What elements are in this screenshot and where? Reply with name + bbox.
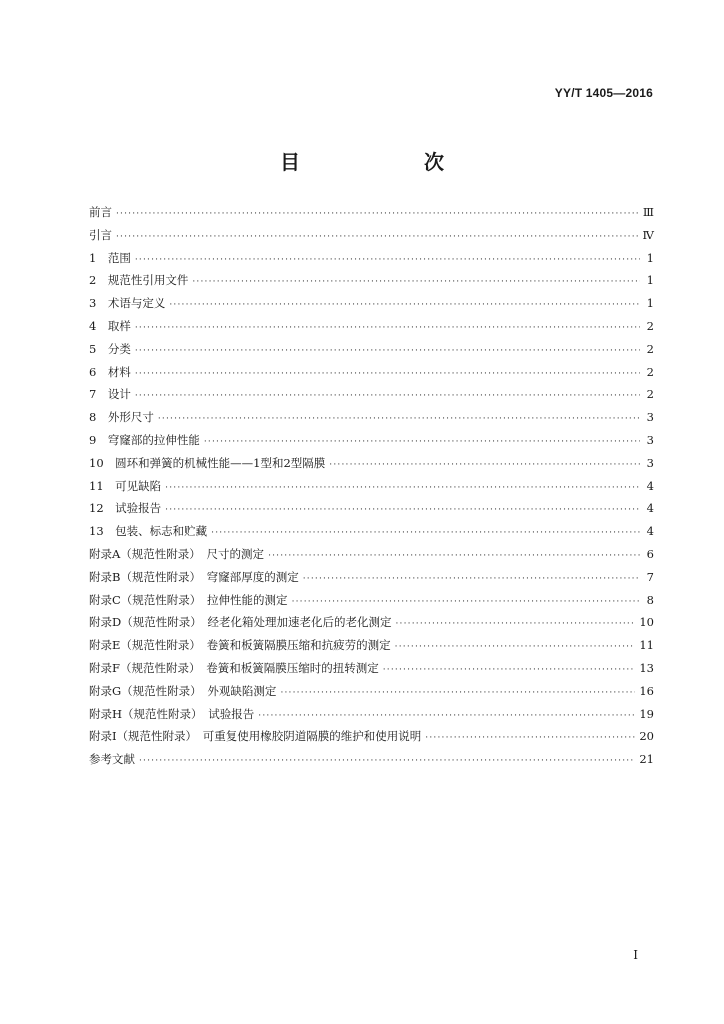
page-number: I <box>633 948 638 962</box>
toc-entry-page: 1 <box>646 250 654 265</box>
dot-leader <box>135 323 640 333</box>
dot-leader <box>268 551 640 561</box>
toc-entry[interactable] <box>89 250 654 273</box>
toc-entry-label: 8 外形尺寸 <box>89 410 154 425</box>
toc-entry[interactable] <box>89 728 654 751</box>
toc-entry-page: 3 <box>646 410 654 425</box>
toc-entry[interactable] <box>89 478 654 501</box>
toc-entry-page: 2 <box>646 387 654 402</box>
toc-entry[interactable] <box>89 683 654 706</box>
toc-entry-page: 8 <box>646 592 654 607</box>
toc-entry[interactable] <box>89 204 654 227</box>
toc-entry-label: 附录B（规范性附录） 穹窿部厚度的测定 <box>89 569 299 584</box>
toc-entry-page: 10 <box>639 615 654 630</box>
toc-entry-label: 12 试验报告 <box>89 501 162 516</box>
toc-entry-page: 3 <box>646 432 654 447</box>
dot-leader <box>292 597 640 607</box>
toc-entry-page: 21 <box>639 752 654 767</box>
toc-entry-page: 1 <box>646 273 654 288</box>
toc-entry-label: 5 分类 <box>89 341 131 356</box>
dot-leader <box>383 665 636 675</box>
toc-entry[interactable] <box>89 295 654 318</box>
page-title: 目 次 <box>280 150 472 174</box>
toc-entry-label: 附录F（规范性附录） 卷簧和板簧隔膜压缩时的扭转测定 <box>89 660 379 675</box>
dot-leader <box>165 505 640 515</box>
toc-entry-label: 附录A（规范性附录） 尺寸的测定 <box>89 546 265 561</box>
toc-entry[interactable] <box>89 432 654 455</box>
toc-entry[interactable] <box>89 569 654 592</box>
dot-leader <box>135 255 640 265</box>
toc-entry-label: 11 可见缺陷 <box>89 478 162 493</box>
toc-entry[interactable] <box>89 364 654 387</box>
toc-entry-label: 附录C（规范性附录） 拉伸性能的测定 <box>89 592 288 607</box>
toc-entry-page: 16 <box>639 683 654 698</box>
dot-leader <box>135 346 640 356</box>
toc-entry[interactable] <box>89 409 654 432</box>
dot-leader <box>280 688 635 698</box>
dot-leader <box>395 619 635 629</box>
toc-entry-page: 20 <box>639 729 654 744</box>
dot-leader <box>158 414 640 424</box>
dot-leader <box>169 300 640 310</box>
toc-entry[interactable] <box>89 272 654 295</box>
toc-entry-page: 2 <box>646 364 654 379</box>
toc-entry[interactable] <box>89 500 654 523</box>
dot-leader <box>135 369 640 379</box>
toc-entry-page: 3 <box>646 455 654 470</box>
toc-entry-page: 1 <box>646 296 654 311</box>
dot-leader <box>204 437 640 447</box>
toc-entry-label: 附录I（规范性附录） 可重复使用橡胶阴道隔膜的维护和使用说明 <box>89 729 422 744</box>
toc-entry-page: 13 <box>639 660 654 675</box>
dot-leader <box>395 642 636 652</box>
toc-entry-label: 附录D（规范性附录） 经老化箱处理加速老化后的老化测定 <box>89 615 392 630</box>
toc-entry-label: 4 取样 <box>89 318 131 333</box>
toc-entry[interactable] <box>89 614 654 637</box>
toc-entry-label: 6 材料 <box>89 364 131 379</box>
toc-entry[interactable] <box>89 706 654 729</box>
toc-entry-label: 3 术语与定义 <box>89 296 166 311</box>
toc-entry-page: 6 <box>646 546 654 561</box>
toc-entry-page: 4 <box>646 524 654 539</box>
toc-entry[interactable] <box>89 341 654 364</box>
toc-entry-page: 7 <box>646 569 654 584</box>
toc-entry[interactable] <box>89 751 654 774</box>
toc-entry-label: 参考文献 <box>89 752 135 767</box>
dot-leader <box>116 232 639 242</box>
dot-leader <box>258 711 635 721</box>
dot-leader <box>211 528 640 538</box>
toc-entry-label: 前言 <box>89 205 112 219</box>
toc-entry-page: 11 <box>639 638 654 653</box>
document-code: YY/T 1405—2016 <box>554 86 653 100</box>
dot-leader <box>116 209 639 219</box>
toc-entry-page: 19 <box>639 706 654 721</box>
toc-entry-label: 引言 <box>89 227 112 242</box>
toc-entry-label: 13 包装、标志和贮藏 <box>89 524 208 539</box>
toc-entry[interactable] <box>89 637 654 660</box>
toc-entry-label: 2 规范性引用文件 <box>89 273 189 288</box>
toc-entry-page: Ⅳ <box>642 227 654 242</box>
dot-leader <box>329 460 640 470</box>
toc-entry[interactable] <box>89 546 654 569</box>
dot-leader <box>425 733 635 743</box>
toc-entry[interactable] <box>89 227 654 250</box>
toc-entry-page: 4 <box>646 501 654 516</box>
dot-leader <box>139 756 635 766</box>
toc-entry-page: 4 <box>646 478 654 493</box>
toc-entry-page: Ⅲ <box>642 205 654 219</box>
toc-entry[interactable] <box>89 386 654 409</box>
toc-entry-label: 1 范围 <box>89 250 131 265</box>
toc-entry[interactable] <box>89 523 654 546</box>
toc-entry-page: 2 <box>646 318 654 333</box>
toc-entry-label: 附录H（规范性附录） 试验报告 <box>89 706 255 721</box>
toc-entry[interactable] <box>89 318 654 341</box>
toc-entry-label: 附录G（规范性附录） 外观缺陷测定 <box>89 683 277 698</box>
toc-entry-label: 7 设计 <box>89 387 131 402</box>
dot-leader <box>192 277 640 287</box>
dot-leader <box>303 574 640 584</box>
toc-entry[interactable] <box>89 660 654 683</box>
toc-entry[interactable] <box>89 455 654 478</box>
toc-entry-label: 9 穹窿部的拉伸性能 <box>89 432 200 447</box>
toc-entry-label: 附录E（规范性附录） 卷簧和板簧隔膜压缩和抗疲劳的测定 <box>89 638 391 653</box>
toc-entry-label: 10 圆环和弹簧的机械性能——1型和2型隔膜 <box>89 455 326 470</box>
dot-leader <box>165 483 640 493</box>
toc-entry-page: 2 <box>646 341 654 356</box>
toc-entry[interactable] <box>89 592 654 615</box>
table-of-contents <box>89 204 654 774</box>
dot-leader <box>135 391 640 401</box>
